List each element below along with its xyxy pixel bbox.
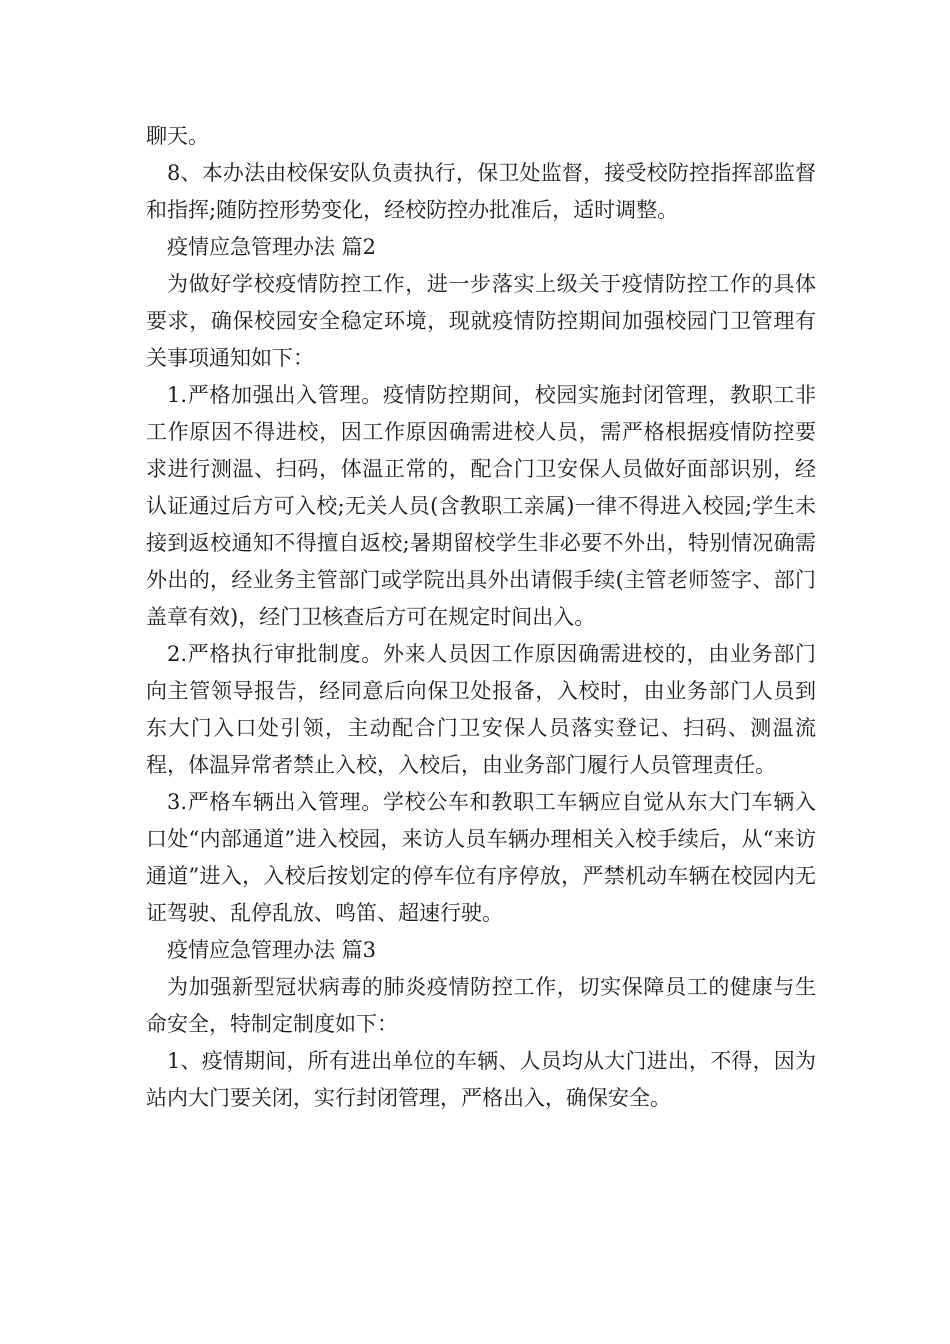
- paragraph-item-8: 8、本办法由校保安队负责执行，保卫处监督，接受校防控指挥部监督和指挥;随防控形势变化，经校防控办批准后，适时调整。: [146, 161, 816, 222]
- paragraph-item-1-section-3: 1、疫情期间，所有进出单位的车辆、人员均从大门进出，不得，因为站内大门要关闭，实行封闭管理，严格出入，确保安全。: [146, 1049, 816, 1110]
- paragraph-intro-2: 为做好学校疫情防控工作，进一步落实上级关于疫情防控工作的具体要求，确保校园安全稳定环境，现就疫情防控期间加强校园门卫管理有关事项通知如下：: [146, 272, 816, 370]
- paragraph-item-3: 3.严格车辆出入管理。学校公车和教职工车辆应自觉从东大门车辆入口处“内部通道”进入校园，来访人员车辆办理相关入校手续后，从“来访通道”进入，入校后按划定的停车位有序停放，严禁机动车辆在校园内无证驾驶、乱停乱放、鸣笛、超速行驶。: [146, 790, 816, 925]
- paragraph-intro-3: 为加强新型冠状病毒的肺炎疫情防控工作，切实保障员工的健康与生命安全，特制定制度如下：: [146, 975, 816, 1036]
- paragraph-continuation: 聊天。: [146, 124, 209, 148]
- paragraph-item-2: 2.严格执行审批制度。外来人员因工作原因确需进校的，由业务部门向主管领导报告，经同意后向保卫处报备，入校时，由业务部门人员到东大门入口处引领，主动配合门卫安保人员落实登记、扫码、测温流程，体温异常者禁止入校，入校后，由业务部门履行人员管理责任。: [146, 642, 816, 777]
- section-heading-2: 疫情应急管理办法 篇2: [167, 235, 377, 259]
- section-heading-3: 疫情应急管理办法 篇3: [167, 938, 377, 962]
- paragraph-item-1: 1.严格加强出入管理。疫情防控期间，校园实施封闭管理，教职工非工作原因不得进校，因工作原因确需进校人员，需严格根据疫情防控要求进行测温、扫码，体温正常的，配合门卫安保人员做好面部识别，经认证通过后方可入校;无关人员(含教职工亲属)一律不得进入校园;学生未接到返校通知不得擅自返校;暑期留校学生非必要不外出，特别情况确需外出的，经业务主管部门或学院出具外出请假手续(主管老师签字、部门盖章有效)，经门卫核查后方可在规定时间出入。: [146, 383, 816, 629]
- document-body: [146, 118, 816, 1117]
